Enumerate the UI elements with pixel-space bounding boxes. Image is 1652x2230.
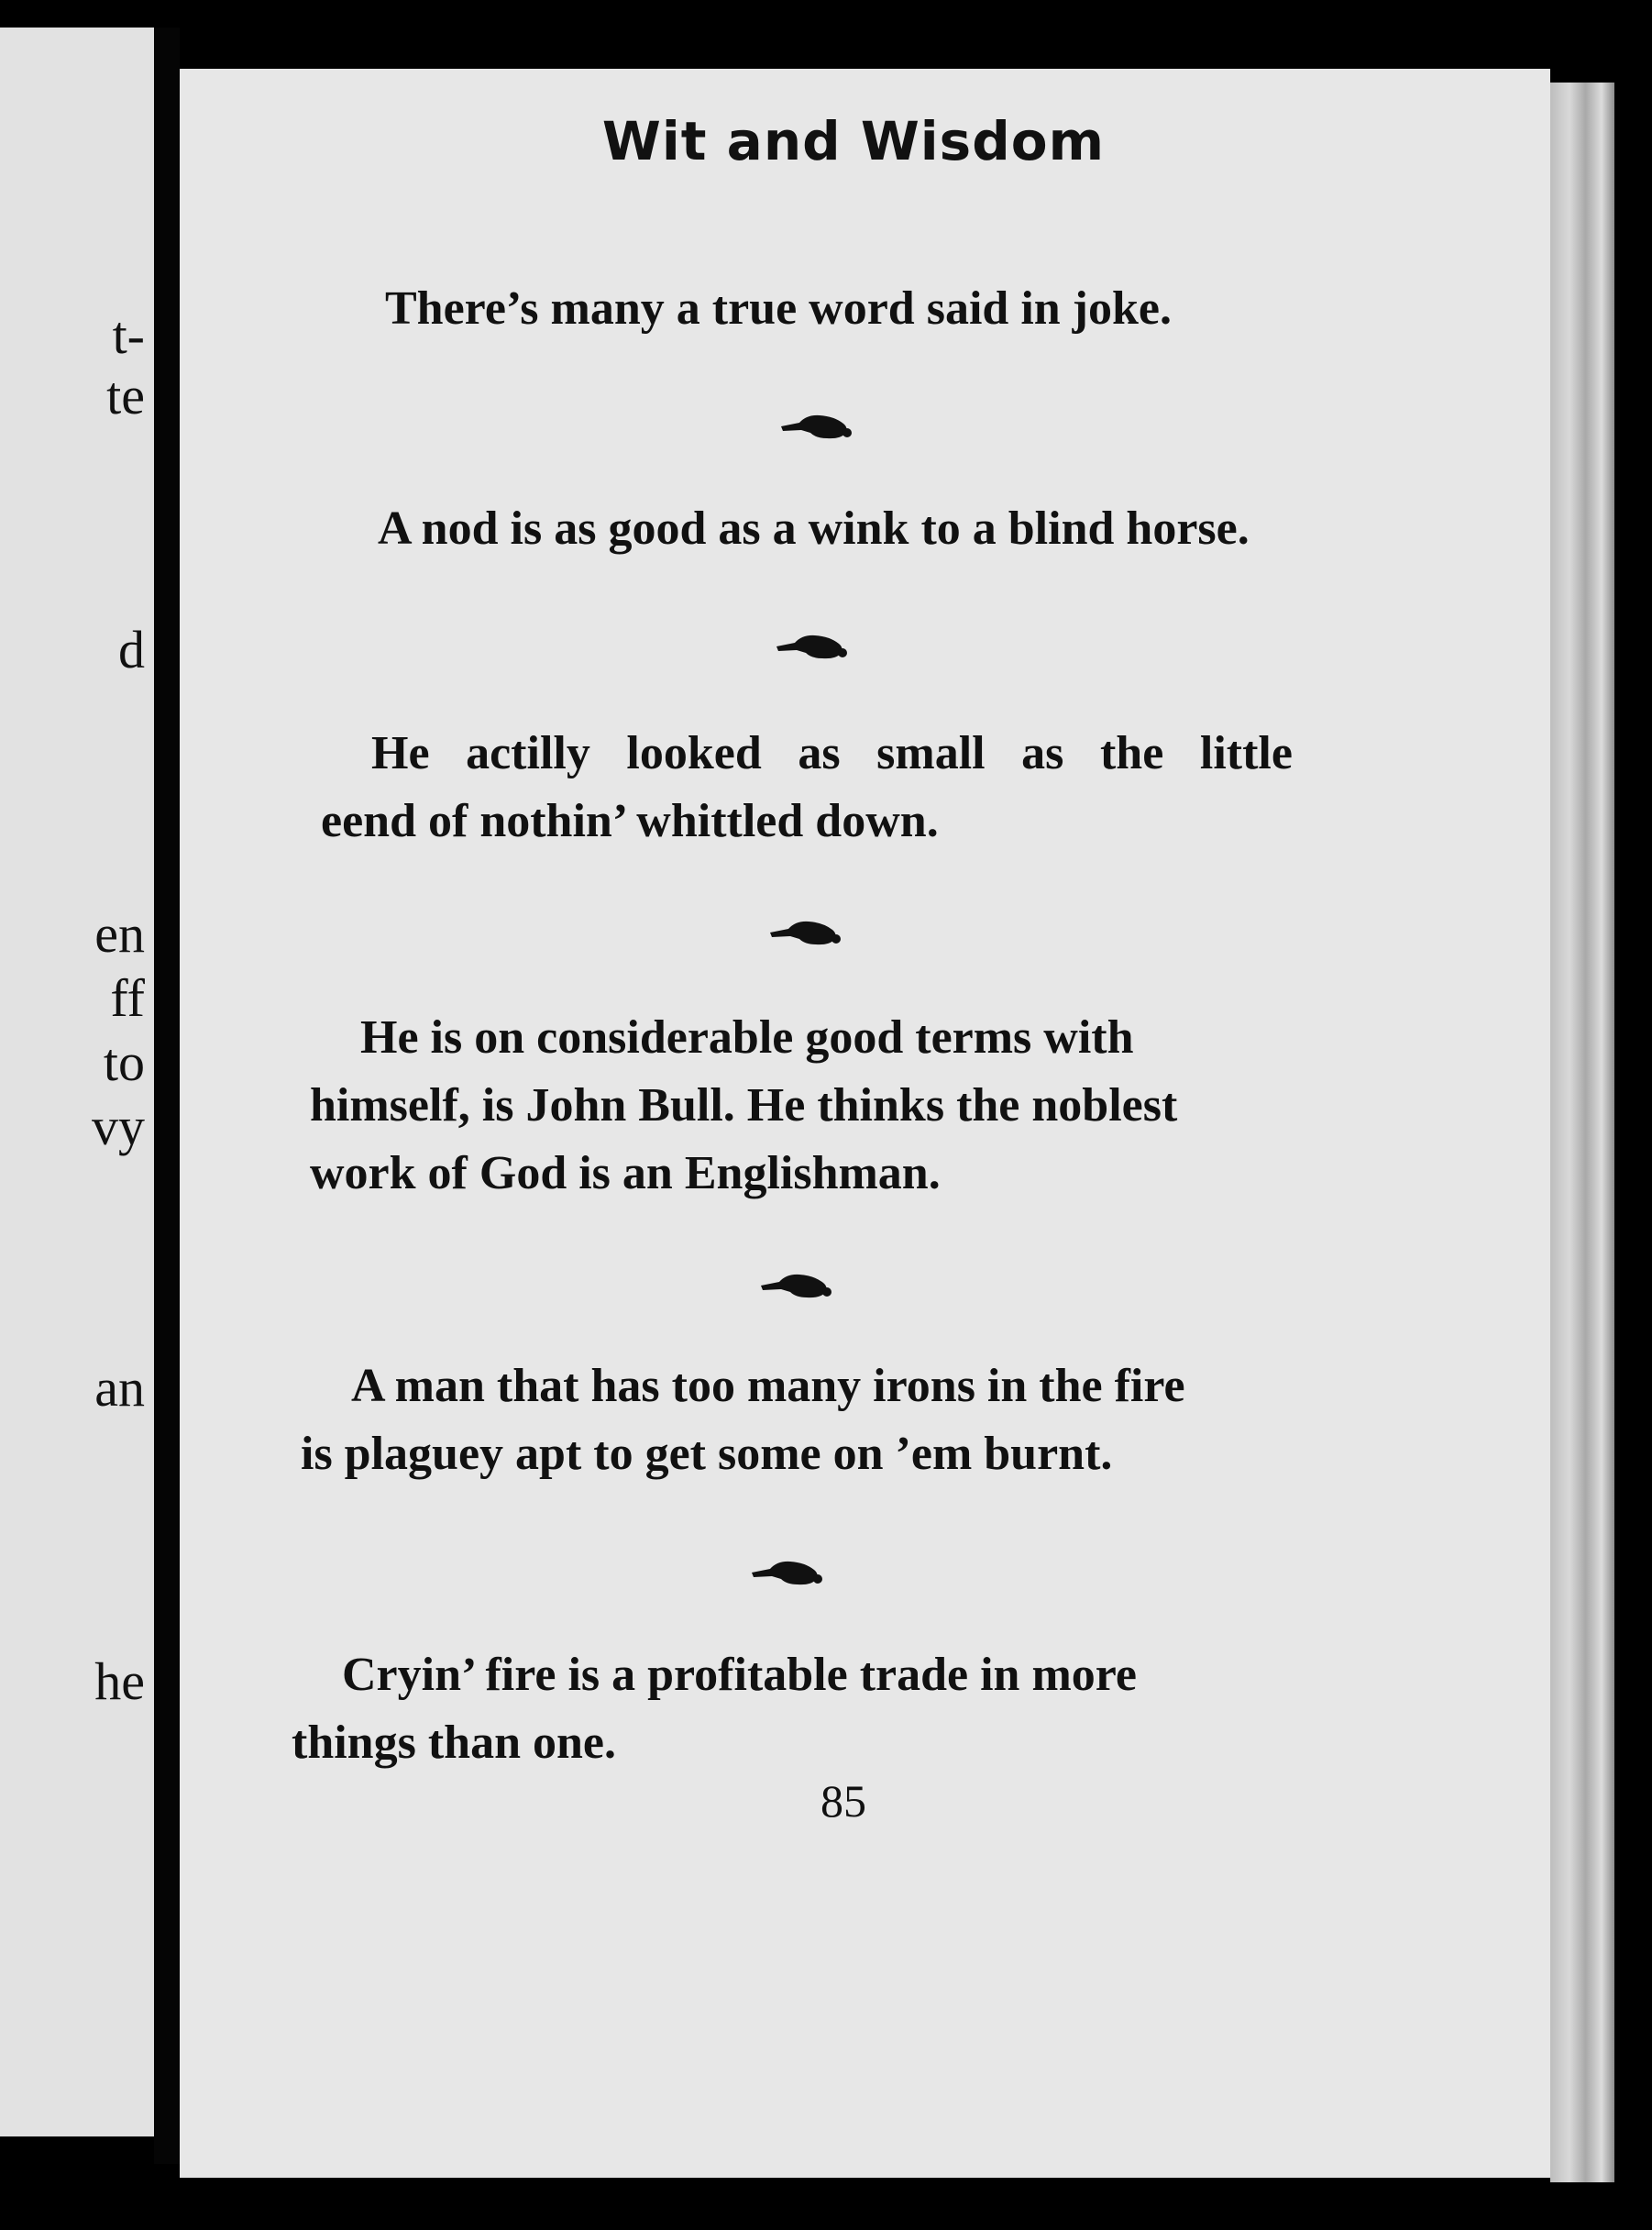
word: looked [626, 727, 762, 779]
proverb [292, 1641, 1263, 1777]
proverb-line: There’s many a true word said in joke. [385, 282, 1172, 335]
proverb [310, 1004, 1286, 1208]
word: the [1099, 727, 1164, 779]
left-fragment: to [103, 1032, 145, 1092]
pointing-hand-icon [775, 631, 852, 662]
proverb-line: work of God is an Englishman. [310, 1147, 941, 1199]
left-fragment: en [94, 904, 145, 964]
word: as [1021, 727, 1064, 779]
word: small [876, 727, 986, 779]
word: little [1199, 727, 1293, 779]
left-fragment: t- [112, 305, 145, 365]
pointing-hand-icon [759, 1270, 836, 1301]
left-fragment: vy [92, 1097, 145, 1156]
word: as [798, 727, 841, 779]
left-fragment: te [106, 366, 145, 425]
proverb [321, 720, 1293, 856]
left-fragment: d [118, 620, 145, 679]
proverb-line: A man that has too many irons in the fire [351, 1360, 1185, 1412]
page-edge [1550, 83, 1614, 2182]
proverb [301, 1352, 1282, 1488]
left-fragment: an [94, 1358, 145, 1418]
pointing-hand-icon [768, 917, 845, 948]
left-fragment: he [94, 1651, 145, 1711]
proverb-line: things than one. [292, 1717, 616, 1769]
word: actilly [466, 727, 590, 779]
pointing-hand-icon [750, 1557, 827, 1588]
proverb-line: A nod is as good as a wink to a blind horse. [378, 502, 1250, 555]
proverb-line: himself, is John Bull. He thinks the noblest [310, 1079, 1178, 1132]
proverb-line [321, 720, 1293, 788]
page-number: 85 [820, 1775, 866, 1827]
proverb-line: Cryin’ fire is a profitable trade in more [342, 1649, 1138, 1701]
page-title: Wit and Wisdom [601, 110, 1105, 172]
proverb-line: He is on considerable good terms with [360, 1011, 1134, 1064]
left-fragment: ff [110, 968, 145, 1028]
proverb-line: is plaguey apt to get some on ’em burnt. [301, 1428, 1113, 1480]
proverb [385, 275, 1256, 343]
proverb [378, 495, 1304, 563]
pointing-hand-icon [779, 411, 856, 442]
book-gutter [154, 28, 180, 2164]
proverb-line: eend of nothin’ whittled down. [321, 795, 939, 847]
word: He [371, 727, 430, 779]
